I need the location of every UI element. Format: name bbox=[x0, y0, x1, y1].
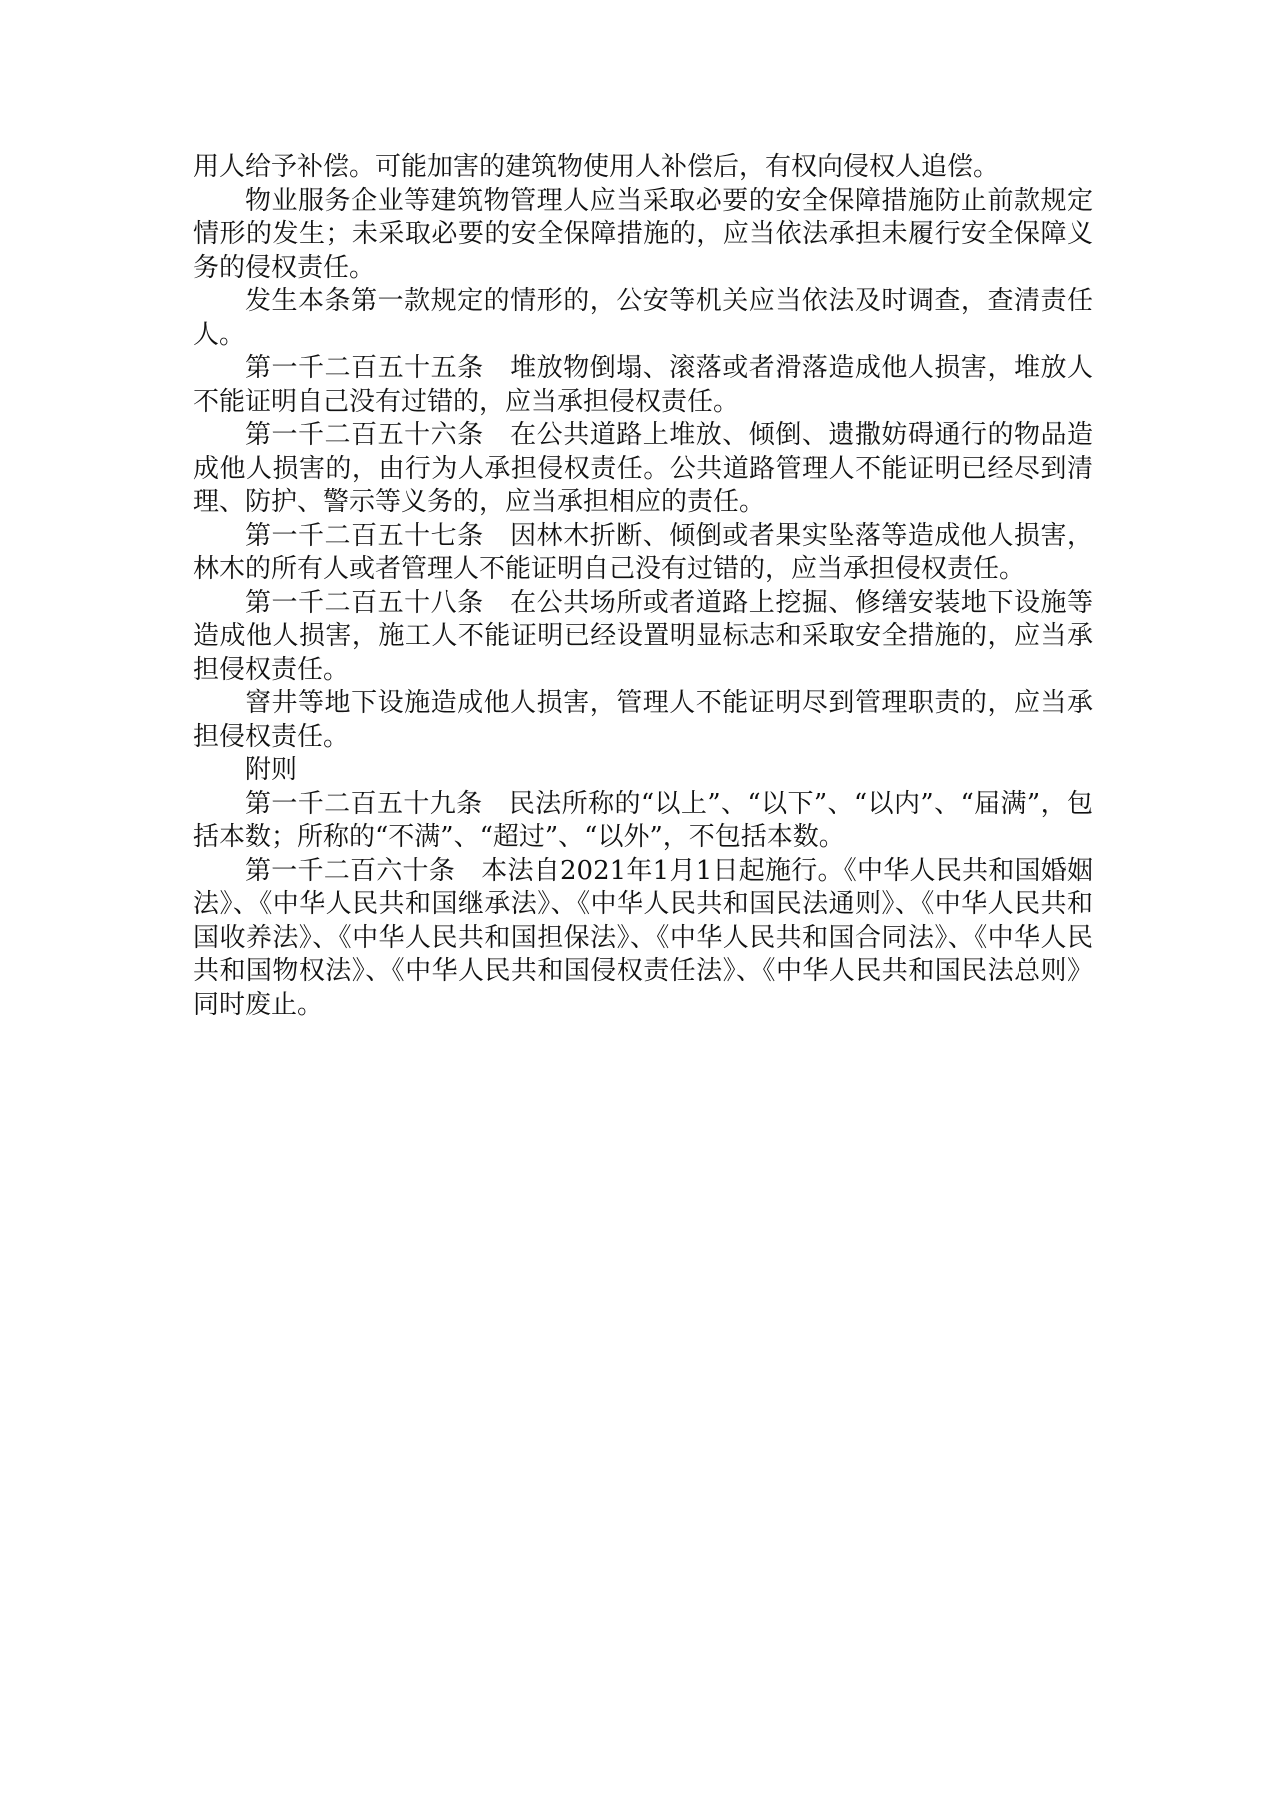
article-1256: 第一千二百五十六条 在公共道路上堆放、倾倒、遗撒妨碍通行的物品造成他人损害的，由行为人承担侵权责任。公共道路管理人不能证明已经尽到清理、防护、警示等义务的，应当承担相应的责任。 bbox=[193, 420, 1093, 517]
paragraph-1: 用人给予补偿。可能加害的建筑物使用人补偿后，有权向侵权人追偿。 bbox=[193, 152, 1000, 182]
article-1257: 第一千二百五十七条 因林木折断、倾倒或者果实坠落等造成他人损害，林木的所有人或者管理人不能证明自己没有过错的，应当承担侵权责任。 bbox=[193, 520, 1093, 584]
article-1258-paragraph-2: 窨井等地下设施造成他人损害，管理人不能证明尽到管理职责的，应当承担侵权责任。 bbox=[193, 688, 1093, 752]
article-1255: 第一千二百五十五条 堆放物倒塌、滚落或者滑落造成他人损害，堆放人不能证明自己没有过错的，应当承担侵权责任。 bbox=[193, 353, 1093, 417]
paragraph-2: 物业服务企业等建筑物管理人应当采取必要的安全保障措施防止前款规定情形的发生；未采取必要的安全保障措施的，应当依法承担未履行安全保障义务的侵权责任。 bbox=[193, 185, 1093, 283]
article-1258: 第一千二百五十八条 在公共场所或者道路上挖掘、修缮安装地下设施等造成他人损害，施工人不能证明已经设置明显标志和采取安全措施的，应当承担侵权责任。 bbox=[193, 587, 1093, 685]
paragraph-3: 发生本条第一款规定的情形的，公安等机关应当依法及时调查，查清责任人。 bbox=[193, 286, 1093, 350]
section-heading-supplementary: 附则 bbox=[245, 755, 298, 785]
article-1259: 第一千二百五十九条 民法所称的“以上”、“以下”、“以内”、“届满”，包括本数；所称的“不满”、“超过”、“以外”，不包括本数。 bbox=[193, 788, 1093, 852]
article-1260: 第一千二百六十条 本法自2021年1月1日起施行。《中华人民共和国婚姻法》、《中华人民共和国继承法》、《中华人民共和国民法通则》、《中华人民共和国收养法》、《中华人民共和国担保法》、《中华人民共和国合同法》、《中华人民共和国物权法》、《中华人民共和国侵权责任法》、《中华人民共和国民法总则》同时废止。 bbox=[193, 855, 1093, 1020]
document-body bbox=[193, 151, 1093, 1022]
